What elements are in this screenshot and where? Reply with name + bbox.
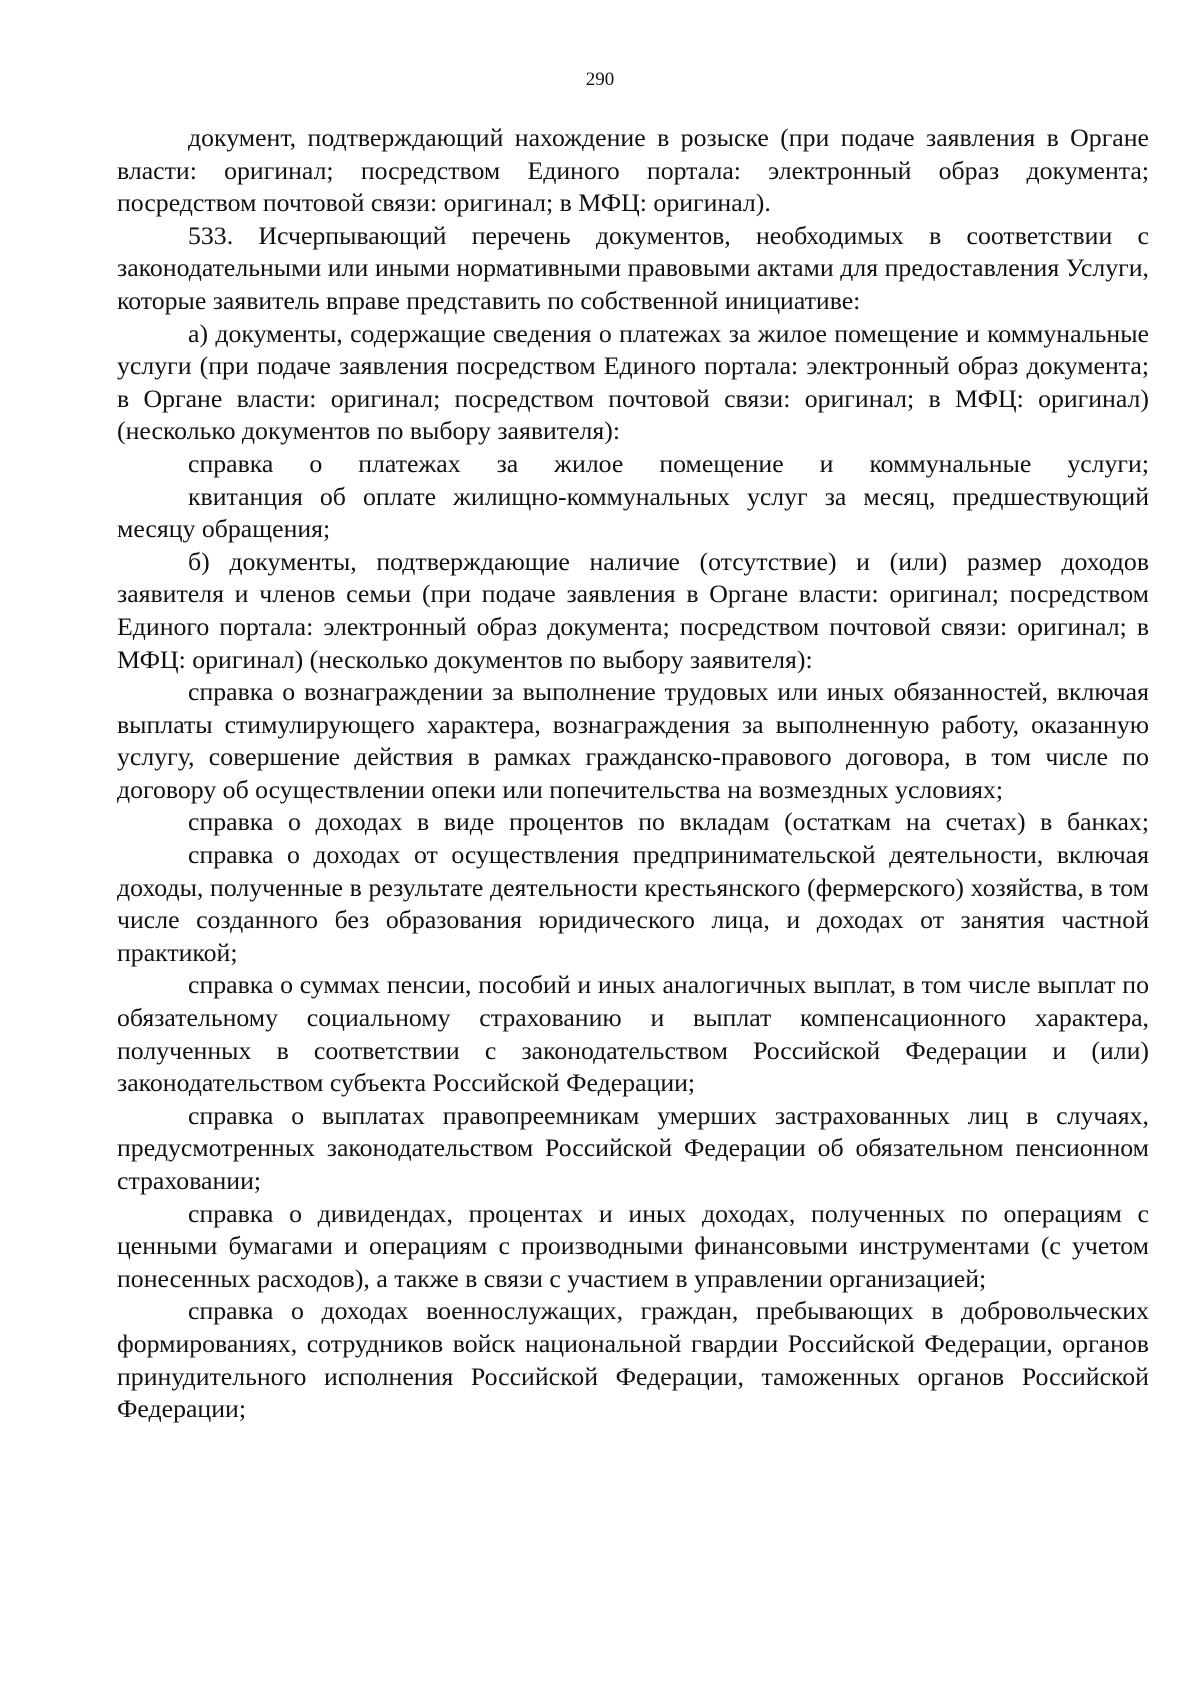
list-item-remuneration-certificate: справка о вознаграждении за выполнение трудовых или иных обязанностей, включая выплаты стимулирующего характера, вознаграждения за выполненную работу, оказанную услугу, совершение действия в рамках гражданско-правового договора, в том числе по договору об осуществлении опеки или попечительства на возмездных условиях;: [117, 677, 1149, 804]
paragraph-533-intro: 533. Исчерпывающий перечень документов, необходимых в соответствии с законодательными или иными нормативными правовыми актами для предоставления Услуги, которые заявитель вправе представить по собственной инициативе:: [117, 220, 1149, 315]
page-number: 290: [585, 69, 615, 90]
list-item-deposit-interest-certificate: справка о доходах в виде процентов по вкладам (остаткам на счетах) в банках;: [188, 807, 1149, 837]
list-item-business-income-certificate: справка о доходах от осуществления предпринимательской деятельности, включая доходы, полученные в результате деятельности крестьянского (фермерского) хозяйства, в том числе созданного без образования юридического лица, и доходах от занятия частной практикой;: [117, 840, 1149, 967]
list-item-payment-certificate: справка о платежах за жилое помещение и коммунальные услуги;: [188, 448, 1149, 478]
list-item-military-income-certificate: справка о доходах военнослужащих, граждан, пребывающих в добровольческих формированиях, сотрудников войск национальной гвардии Российской Федерации, органов принудительного исполнения Российской Федерации, таможенных органов Российской Федерации;: [117, 1296, 1149, 1424]
list-item-successor-payments-certificate: справка о выплатах правопреемникам умерших застрахованных лиц в случаях, предусмотренных законодательством Российской Федерации об обязательном пенсионном страховании;: [117, 1100, 1149, 1195]
document-body: [117, 122, 1149, 1426]
paragraph-wanted-document: документ, подтверждающий нахождение в розыске (при подаче заявления в Органе власти: оригинал; посредством Единого портала: электронный образ документа; посредством почтовой связи: оригинал; в МФЦ: оригинал).: [117, 123, 1149, 218]
paragraph-a-housing-payments: а) документы, содержащие сведения о платежах за жилое помещение и коммунальные услуги (при подаче заявления посредством Единого портала: электронный образ документа; в Органе власти: оригинал; посредством почтовой связи: оригинал; в МФЦ: оригинал) (несколько документов по выбору заявителя):: [117, 318, 1149, 446]
list-item-utility-receipt: квитанция об оплате жилищно-коммунальных услуг за месяц, предшествующий месяцу обращения;: [117, 481, 1149, 544]
list-item-pension-certificate: справка о суммах пенсии, пособий и иных аналогичных выплат, в том числе выплат по обязательному социальному страхованию и выплат компенсационного характера, полученных в соответствии с законодательством Российской Федерации и (или) законодательством субъекта Российской Федерации;: [117, 970, 1149, 1098]
paragraph-b-income-documents: б) документы, подтверждающие наличие (отсутствие) и (или) размер доходов заявителя и членов семьи (при подаче заявления в Органе власти: оригинал; посредством Единого портала: электронный образ документа; посредством почтовой связи: оригинал; в МФЦ: оригинал) (несколько документов по выбору заявителя):: [117, 546, 1149, 674]
list-item-dividends-certificate: справка о дивидендах, процентах и иных доходах, полученных по операциям с ценными бумагами и операциям с производными финансовыми инструментами (с учетом понесенных расходов), а также в связи с участием в управлении организацией;: [117, 1198, 1149, 1293]
